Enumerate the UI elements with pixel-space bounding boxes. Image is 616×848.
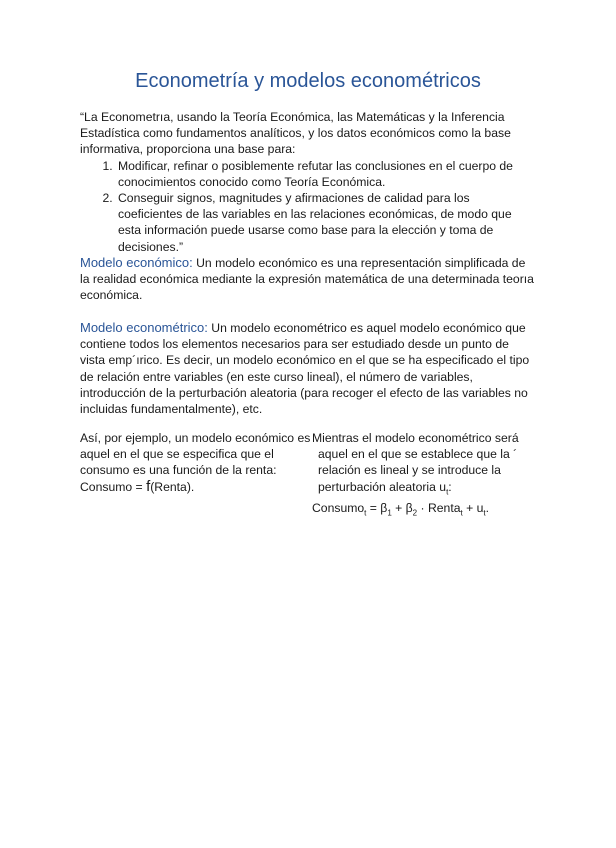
list-item: 1. Modificar, refinar o posiblemente refutar las conclusiones en el cuerpo de conocimientos conocido como Teoría Económica. xyxy=(116,158,536,190)
term-modelo-economico: Modelo económico: xyxy=(80,255,193,270)
page-title: Econometría y modelos econométricos xyxy=(135,70,481,92)
example-right-column xyxy=(312,430,536,522)
example-left-line: Así, por ejemplo, un modelo económico es xyxy=(80,431,311,445)
example-left-column xyxy=(80,430,312,495)
quote-intro: “La Econometrıa, usando la Teoría Económica, las Matemáticas y la Inferencia Estadística como fundamentos analíticos, y los datos económicos como la base informativa, proporciona una base para: xyxy=(80,110,511,157)
example-right-line: Mientras el modelo econométrico será xyxy=(312,431,519,445)
list-item: 2. Conseguir signos, magnitudes y afirmaciones de calidad para los coeficientes de las variables en las relaciones económicas, de modo que esta información puede usarse como base para la elección y toma de decisiones.” xyxy=(116,190,536,255)
term-modelo-econometrico: Modelo econométrico: xyxy=(80,320,208,335)
definition-text: Un modelo econométrico es aquel modelo económico que contiene todos los elementos necesarios para ser estudiado desde un punto de vista emp´ırico. Es decir, un modelo económico en el que se ha especificado el tipo de relación entre variables (en este curso lineal), el número de variables, introducción de la perturbación aleatoria (para recoger el efecto de las variables no incluidas fundamentalmente), etc. xyxy=(80,321,530,417)
example-left-line: aquel en el que se especifica que el xyxy=(80,447,274,462)
example-right-line: perturbación aleatoria $u_t$: xyxy=(318,479,452,497)
definition-text: Un modelo económico es una representación simplificada de la realidad económica mediante la expresión matemática de una determinada teorıa económica. xyxy=(80,256,534,303)
example-left-line: consumo es una función de la renta: xyxy=(80,463,277,478)
definition-modelo-econometrico xyxy=(80,320,536,417)
formula-consumo-econometrico: Consumo$_t$ = $\beta_1 + \beta_2$ · Renta$_t$ + $u_t$. xyxy=(312,501,490,518)
econometrics-quote xyxy=(80,109,536,255)
quote-list xyxy=(80,158,536,255)
definition-modelo-economico xyxy=(80,255,536,304)
example-right-line: relación es lineal y se introduce la xyxy=(318,463,501,478)
formula-consumo-economico: Consumo = f(Renta). xyxy=(80,477,195,495)
example-right-line: aquel en el que se establece que la ´ xyxy=(318,447,518,462)
